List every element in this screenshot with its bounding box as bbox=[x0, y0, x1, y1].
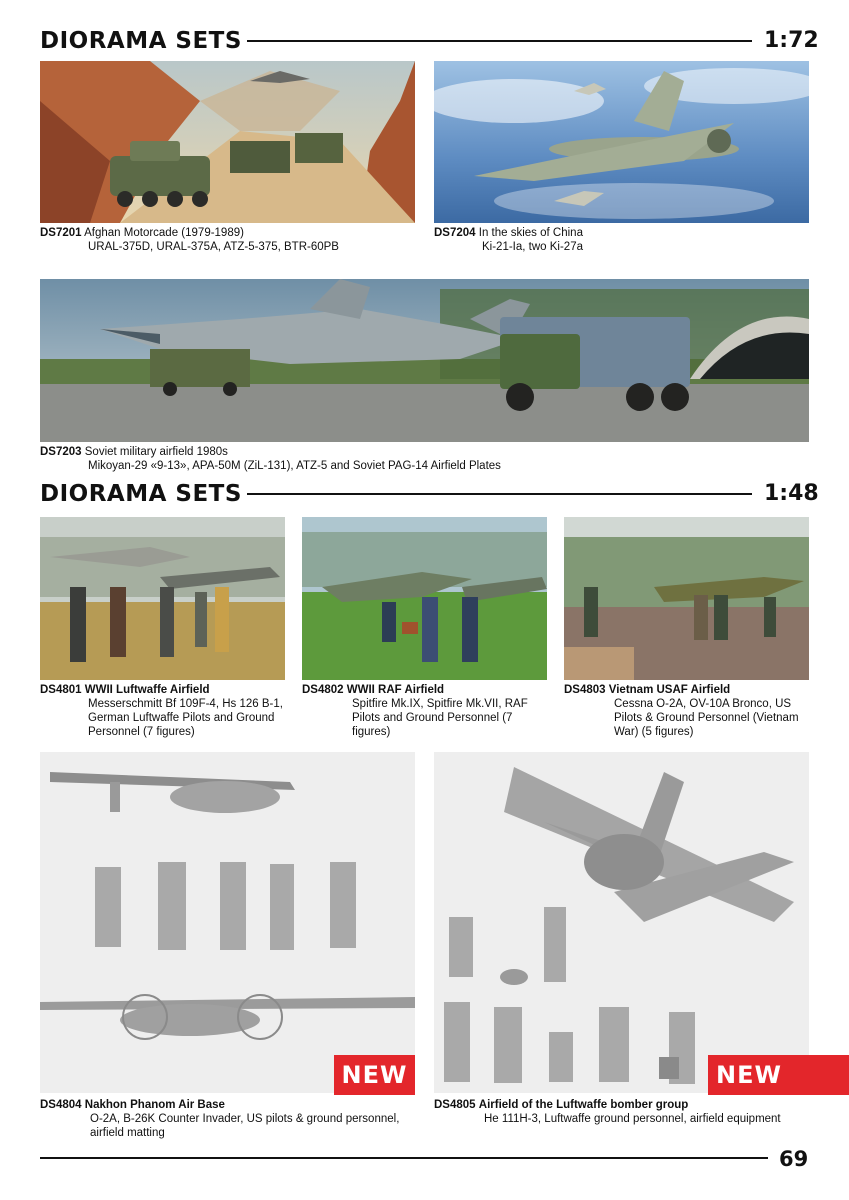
section-rule bbox=[247, 493, 752, 495]
product-image-ds4805[interactable] bbox=[434, 752, 809, 1093]
section-scale-1-72: 1:72 bbox=[764, 28, 819, 53]
section-title-1-48: DIORAMA SETS bbox=[40, 481, 242, 507]
caption-ds4804 bbox=[40, 1098, 415, 1140]
product-image-ds4801[interactable] bbox=[40, 517, 285, 680]
product-title: In the skies of China bbox=[478, 227, 583, 239]
product-subtitle: He 111H-3, Luftwaffe ground personnel, airfield equipment bbox=[484, 1113, 781, 1125]
product-image-ds7204[interactable] bbox=[434, 61, 809, 223]
new-badge: NEW bbox=[708, 1055, 849, 1095]
product-image-ds4804[interactable] bbox=[40, 752, 415, 1093]
product-subtitle: Ki-21-Ia, two Ki-27a bbox=[482, 241, 583, 253]
product-image-ds7201[interactable] bbox=[40, 61, 415, 223]
product-code: DS4804 bbox=[40, 1099, 82, 1111]
product-subtitle: O-2A, B-26K Counter Invader, US pilots & ground personnel, airfield matting bbox=[90, 1113, 400, 1139]
footer-rule bbox=[40, 1157, 768, 1159]
caption-ds4805 bbox=[434, 1098, 844, 1126]
product-title: Vietnam USAF Airfield bbox=[608, 684, 731, 696]
product-title: WWII Luftwaffe Airfield bbox=[84, 684, 210, 696]
product-code: DS4801 bbox=[40, 684, 82, 696]
product-title: WWII RAF Airfield bbox=[346, 684, 445, 696]
product-code: DS7204 bbox=[434, 227, 476, 239]
section-title-1-72: DIORAMA SETS bbox=[40, 28, 242, 54]
product-subtitle: Spitfire Mk.IX, Spitfire Mk.VII, RAF Pilots and Ground Personnel (7 figures) bbox=[352, 698, 528, 738]
caption-ds4801 bbox=[40, 683, 285, 739]
caption-ds4802 bbox=[302, 683, 547, 739]
caption-ds7204 bbox=[434, 226, 809, 254]
caption-ds7201 bbox=[40, 226, 415, 254]
section-scale-1-48: 1:48 bbox=[764, 481, 819, 506]
product-image-ds7203[interactable] bbox=[40, 279, 809, 442]
caption-ds4803 bbox=[564, 683, 809, 739]
product-subtitle: URAL-375D, URAL-375A, ATZ-5-375, BTR-60PB bbox=[88, 241, 339, 253]
product-code: DS4803 bbox=[564, 684, 606, 696]
section-rule bbox=[247, 40, 752, 42]
product-code: DS7201 bbox=[40, 227, 82, 239]
product-title: Afghan Motorcade (1979-1989) bbox=[84, 227, 244, 239]
caption-ds7203 bbox=[40, 445, 809, 473]
product-code: DS4805 bbox=[434, 1099, 476, 1111]
product-code: DS4802 bbox=[302, 684, 344, 696]
product-title: Airfield of the Luftwaffe bomber group bbox=[478, 1099, 689, 1111]
product-title: Nakhon Phanom Air Base bbox=[84, 1099, 225, 1111]
product-image-ds4803[interactable] bbox=[564, 517, 809, 680]
product-image-ds4802[interactable] bbox=[302, 517, 547, 680]
product-subtitle: Mikoyan-29 «9-13», APA-50M (ZiL-131), ATZ-5 and Soviet PAG-14 Airfield Plates bbox=[88, 460, 501, 472]
product-title: Soviet military airfield 1980s bbox=[84, 446, 228, 458]
page-number: 69 bbox=[779, 1147, 809, 1171]
new-badge: NEW bbox=[334, 1055, 415, 1095]
product-subtitle: Messerschmitt Bf 109F-4, Hs 126 B-1, German Luftwaffe Pilots and Ground Personnel (7 figures) bbox=[88, 698, 283, 738]
product-subtitle: Cessna O-2A, OV-10A Bronco, US Pilots & Ground Personnel (Vietnam War) (5 figures) bbox=[614, 698, 799, 738]
product-code: DS7203 bbox=[40, 446, 82, 458]
